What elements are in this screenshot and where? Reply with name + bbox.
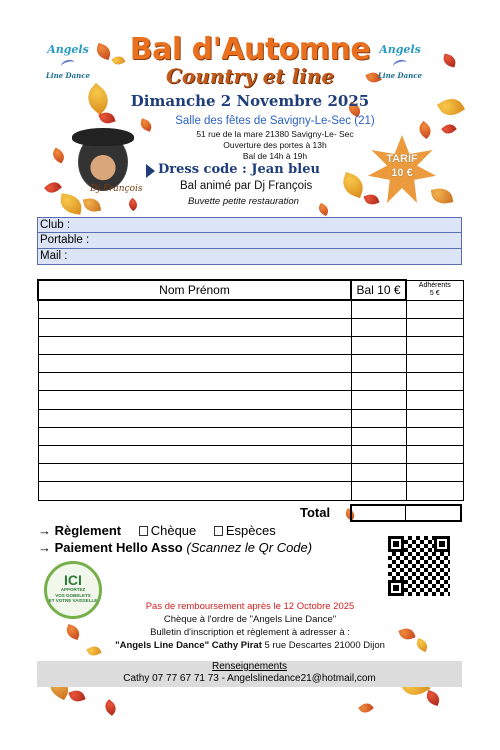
dress-code: Dress code : Jean bleu (158, 162, 320, 177)
bulletin-instruction: Bulletin d'inscription et règlement à adresser à : (150, 627, 350, 638)
mailing-address (0, 640, 500, 651)
contact-fields (37, 217, 462, 265)
adherents-cell[interactable] (406, 336, 463, 354)
refund-notice: Pas de remboursement après le 12 Octobre 2025 (145, 601, 355, 612)
adherents-cell[interactable] (406, 482, 463, 500)
especes-checkbox[interactable] (214, 526, 223, 536)
table-row (38, 446, 463, 464)
autumn-leaf-icon (102, 699, 119, 716)
event-title: Bal d'Automne (129, 32, 371, 67)
autumn-leaf-icon (68, 688, 85, 704)
logo-top-text: Angels (47, 43, 89, 56)
autumn-leaf-icon (316, 203, 330, 216)
autumn-leaf-icon (126, 198, 139, 211)
name-cell[interactable] (38, 300, 351, 318)
ici-line1: APPORTEZ (60, 587, 86, 592)
adherents-cell[interactable] (406, 300, 463, 318)
autumn-leaf-icon (424, 690, 441, 706)
bal-cell[interactable] (351, 373, 406, 391)
portable-label: Portable : (40, 234, 90, 246)
col-header-bal: Bal 10 € (351, 280, 406, 300)
total-field[interactable] (350, 504, 462, 522)
logo-top-text: Angels (379, 43, 421, 56)
autumn-leaf-icon (431, 186, 453, 205)
dj-animation: Bal animé par Dj François (180, 180, 313, 192)
hello-asso-label: Paiement Hello Asso (54, 540, 183, 555)
name-cell[interactable] (38, 409, 351, 427)
renseignements-title: Renseignements (211, 661, 288, 672)
table-row (38, 391, 463, 409)
ici-line3: ET VOTRE VAISSELLE (48, 598, 98, 603)
adherents-label: Adhérents (418, 282, 451, 289)
adherents-price: 5 € (429, 290, 440, 297)
bal-cell[interactable] (351, 355, 406, 373)
autumn-leaf-icon (441, 121, 457, 136)
total-label: Total (300, 505, 331, 520)
name-cell[interactable] (38, 336, 351, 354)
bal-cell[interactable] (351, 482, 406, 500)
bal-cell[interactable] (351, 427, 406, 445)
bal-cell[interactable] (351, 446, 406, 464)
adherents-cell[interactable] (406, 427, 463, 445)
mail-label: Mail : (40, 250, 68, 262)
especes-label: Espèces (225, 523, 276, 538)
name-cell[interactable] (38, 373, 351, 391)
renseignements-box (37, 661, 462, 687)
payment-reglement-line (38, 523, 276, 538)
name-cell[interactable] (38, 464, 351, 482)
arrow-icon: → (38, 540, 51, 555)
table-header-row (38, 280, 463, 300)
qr-code-icon[interactable] (388, 536, 450, 596)
cowboy-hat-icon (72, 128, 134, 146)
cheque-checkbox[interactable] (139, 526, 148, 536)
ball-hours: Bal de 14h à 19h (242, 151, 308, 161)
name-cell[interactable] (38, 446, 351, 464)
name-cell[interactable] (38, 427, 351, 445)
bal-cell[interactable] (351, 409, 406, 427)
table-row (38, 355, 463, 373)
event-subtitle: Country et line (165, 64, 335, 88)
name-cell[interactable] (38, 391, 351, 409)
table-row (38, 300, 463, 318)
mailing-street: 5 rue Descartes 21000 Dijon (261, 640, 385, 651)
name-cell[interactable] (38, 482, 351, 500)
contact-line: Cathy 07 77 67 71 73 - Angelslinedance21@hotmail,com (123, 673, 376, 684)
ici-line2: VOS GOBELETS (55, 592, 91, 598)
table-row (38, 318, 463, 336)
event-venue: Salle des fêtes de Savigny-Le-Sec (21) (175, 115, 375, 127)
cheque-label: Chèque (150, 523, 197, 538)
table-row (38, 409, 463, 427)
registration-table (37, 279, 464, 501)
arrow-icon: → (38, 523, 51, 538)
scan-qr-hint: (Scannez le Qr Code) (186, 540, 313, 555)
dj-signature: Dj François (90, 184, 143, 194)
tarif-label: TARIF (386, 153, 418, 165)
autumn-leaf-icon (50, 147, 67, 163)
bal-cell[interactable] (351, 318, 406, 336)
col-header-name: Nom Prénom (38, 280, 351, 300)
payment-helloasso-line (38, 540, 312, 555)
event-address: 51 rue de la mare 21380 Savigny-Le- Sec (196, 129, 354, 139)
event-date: Dimanche 2 Novembre 2025 (130, 92, 370, 110)
adherents-cell[interactable] (406, 373, 463, 391)
mail-field[interactable] (37, 249, 462, 265)
col-header-adherents (406, 280, 463, 300)
adherents-cell[interactable] (406, 355, 463, 373)
tarif-text (368, 152, 436, 180)
table-row (38, 427, 463, 445)
autumn-leaf-icon (44, 179, 62, 196)
tarif-price: 10 € (391, 167, 413, 179)
bal-cell[interactable] (351, 391, 406, 409)
portable-field[interactable] (37, 233, 462, 249)
logo-bottom-text: Line Dance (46, 71, 90, 80)
mailing-recipient: "Angels Line Dance" Cathy Pirat (115, 640, 262, 651)
table-row (38, 464, 463, 482)
adherents-cell[interactable] (406, 318, 463, 336)
doors-time: Ouverture des portes à 13h (223, 140, 327, 150)
autumn-leaf-icon (59, 193, 84, 215)
club-label: Club : (40, 219, 71, 231)
autumn-leaf-icon (83, 197, 101, 214)
autumn-leaf-icon (339, 172, 367, 198)
adherents-cell[interactable] (406, 391, 463, 409)
name-cell[interactable] (38, 318, 351, 336)
name-cell[interactable] (38, 355, 351, 373)
table-row (38, 336, 463, 354)
adherents-cell[interactable] (406, 446, 463, 464)
table-row (38, 373, 463, 391)
cheque-order: Chèque à l'ordre de "Angels Line Dance" (163, 614, 337, 625)
bal-cell[interactable] (351, 300, 406, 318)
logo-bottom-text: Line Dance (378, 71, 422, 80)
bal-cell[interactable] (351, 336, 406, 354)
arrow-right-icon (146, 164, 155, 178)
adherents-cell[interactable] (406, 464, 463, 482)
club-field[interactable] (37, 217, 462, 233)
autumn-leaf-icon (364, 192, 380, 207)
table-row (38, 482, 463, 500)
autumn-leaf-icon (358, 700, 374, 715)
ici-title: ICI (64, 572, 82, 588)
buvette-info: Buvette petite restauration (188, 196, 299, 207)
reglement-label: Règlement (54, 523, 122, 538)
bal-cell[interactable] (351, 464, 406, 482)
adherents-cell[interactable] (406, 409, 463, 427)
